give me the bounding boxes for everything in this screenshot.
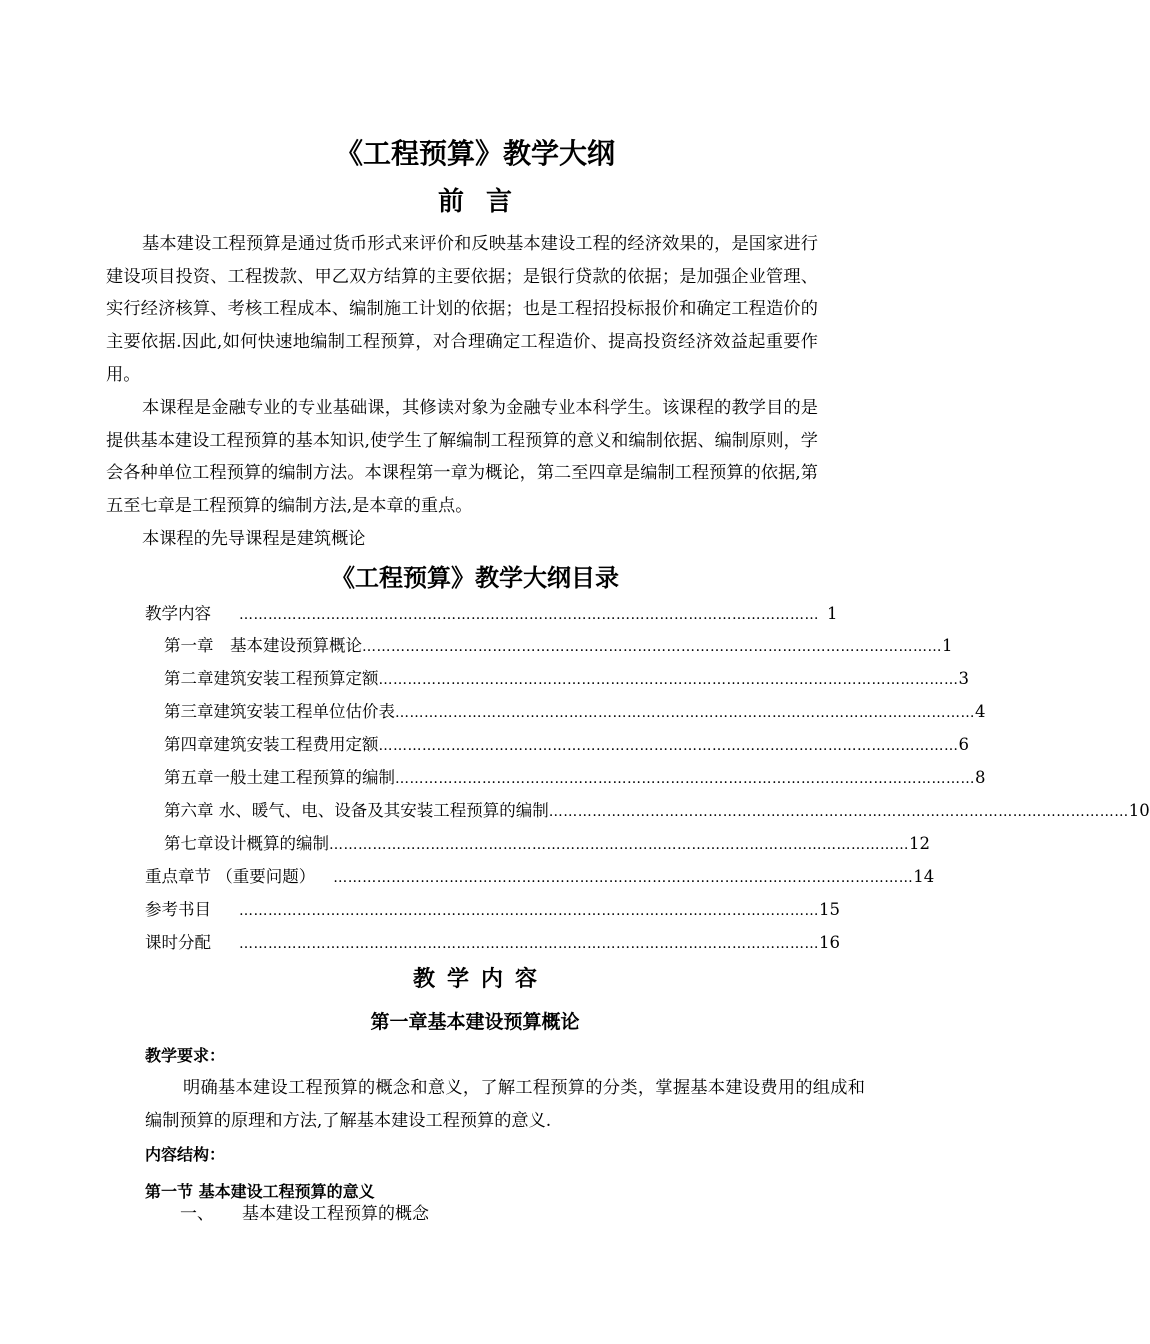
requirements-text: 明确基本建设工程预算的概念和意义，了解工程预算的分类，掌握基本建设费用的组成和编制预算的原理和方法,了解基本建设工程预算的意义. bbox=[145, 1078, 865, 1131]
toc-label: 教学内容 bbox=[145, 604, 211, 623]
toc-entry bbox=[164, 696, 986, 728]
toc-entry bbox=[145, 927, 840, 959]
toc-entry bbox=[145, 861, 935, 893]
preface-paragraph-3: 本课程的先导课程是建筑概论 bbox=[142, 529, 366, 549]
toc-entry bbox=[145, 598, 838, 630]
toc-leader-dots: ………………………………………………………………………………………………………… bbox=[395, 771, 975, 787]
toc-page: 4 bbox=[975, 702, 986, 721]
preface-heading: 前言 bbox=[437, 187, 534, 217]
toc-heading: 《工程预算》教学大纲目录 bbox=[331, 564, 619, 592]
toc-leader-dots: ………………………………………………………………………………………………………… bbox=[378, 738, 959, 754]
section-item-text: 基本建设工程预算的概念 bbox=[242, 1204, 429, 1224]
toc-label: 第六章 水、暖气、电、设备及其安装工程预算的编制 bbox=[164, 801, 549, 820]
toc-label: 第三章建筑安装工程单位估价表 bbox=[164, 702, 395, 721]
content-heading: 教学内容 bbox=[412, 967, 549, 992]
toc-leader-dots: ………………………………………………………………………………………………………… bbox=[239, 607, 819, 623]
toc-entry bbox=[164, 729, 969, 761]
toc-page: 1 bbox=[827, 604, 838, 623]
toc-leader-dots: ………………………………………………………………………………………………………… bbox=[548, 804, 1129, 820]
section-item-number: 一、 bbox=[180, 1204, 214, 1224]
toc-page: 3 bbox=[958, 669, 969, 688]
section-item bbox=[180, 1199, 429, 1229]
toc-page: 16 bbox=[819, 933, 840, 952]
toc-entry bbox=[164, 795, 1150, 827]
toc-label: 第七章设计概算的编制 bbox=[164, 834, 329, 853]
chapter-title: 第一章基本建设预算概论 bbox=[370, 1011, 580, 1033]
toc-leader-dots: ………………………………………………………………………………………………………… bbox=[329, 837, 909, 853]
toc-entry bbox=[164, 762, 986, 794]
toc-page: 6 bbox=[958, 735, 969, 754]
toc-leader-dots: ………………………………………………………………………………………………………… bbox=[239, 936, 819, 952]
toc-label: 第四章建筑安装工程费用定额 bbox=[164, 735, 379, 754]
toc-entry bbox=[164, 663, 969, 695]
toc-label: 参考书目 bbox=[145, 900, 211, 919]
toc-label: 第五章一般土建工程预算的编制 bbox=[164, 768, 395, 787]
toc-page: 15 bbox=[819, 900, 840, 919]
toc-label: 第二章建筑安装工程预算定额 bbox=[164, 669, 379, 688]
toc-label: 第一章 基本建设预算概论 bbox=[164, 636, 362, 655]
structure-label: 内容结构： bbox=[145, 1145, 226, 1164]
toc-entry bbox=[164, 828, 930, 860]
document-title: 《工程预算》教学大纲 bbox=[334, 137, 615, 170]
toc-entry bbox=[164, 630, 953, 662]
toc-leader-dots: ………………………………………………………………………………………………………… bbox=[395, 705, 975, 721]
toc-leader-dots: ………………………………………………………………………………………………………… bbox=[378, 672, 959, 688]
preface-paragraph-2: 本课程是金融专业的专业基础课，其修读对象为金融专业本科学生。该课程的教学目的是提供基本建设工程预算的基本知识,使学生了解编制工程预算的意义和编制依据、编制原则，学会各种单位工程预算的编制方法。本课程第一章为概论，第二至四章是编制工程预算的依据,第五至七章是工程预算的编制方法,是本章的重点。 bbox=[106, 398, 818, 517]
section-heading: 第一节 基本建设工程预算的意义 bbox=[145, 1182, 375, 1201]
toc-entry bbox=[145, 894, 840, 926]
toc-page: 14 bbox=[913, 867, 935, 886]
preface-paragraph-1: 基本建设工程预算是通过货币形式来评价和反映基本建设工程的经济效果的，是国家进行建设项目投资、工程拨款、甲乙双方结算的主要依据；是银行贷款的依据；是加强企业管理、实行经济核算、考核工程成本、编制施工计划的依据；也是工程招投标报价和确定工程造价的主要依据.因此,如何快速地编制工程预算，对合理确定工程造价、提高投资经济效益起重要作用。 bbox=[106, 234, 818, 385]
toc-label: 重点章节 （重要问题） bbox=[145, 867, 316, 886]
toc-label: 课时分配 bbox=[145, 933, 211, 952]
toc-leader-dots: ………………………………………………………………………………………………………… bbox=[362, 639, 942, 655]
requirements-label: 教学要求： bbox=[145, 1046, 226, 1065]
toc-leader-dots: ………………………………………………………………………………………………………… bbox=[239, 903, 819, 919]
toc-leader-dots: ………………………………………………………………………………………………………… bbox=[333, 870, 914, 886]
toc-page: 8 bbox=[975, 768, 986, 787]
toc-page: 1 bbox=[942, 636, 953, 655]
toc-page: 10 bbox=[1128, 801, 1150, 820]
toc-page: 12 bbox=[909, 834, 930, 853]
